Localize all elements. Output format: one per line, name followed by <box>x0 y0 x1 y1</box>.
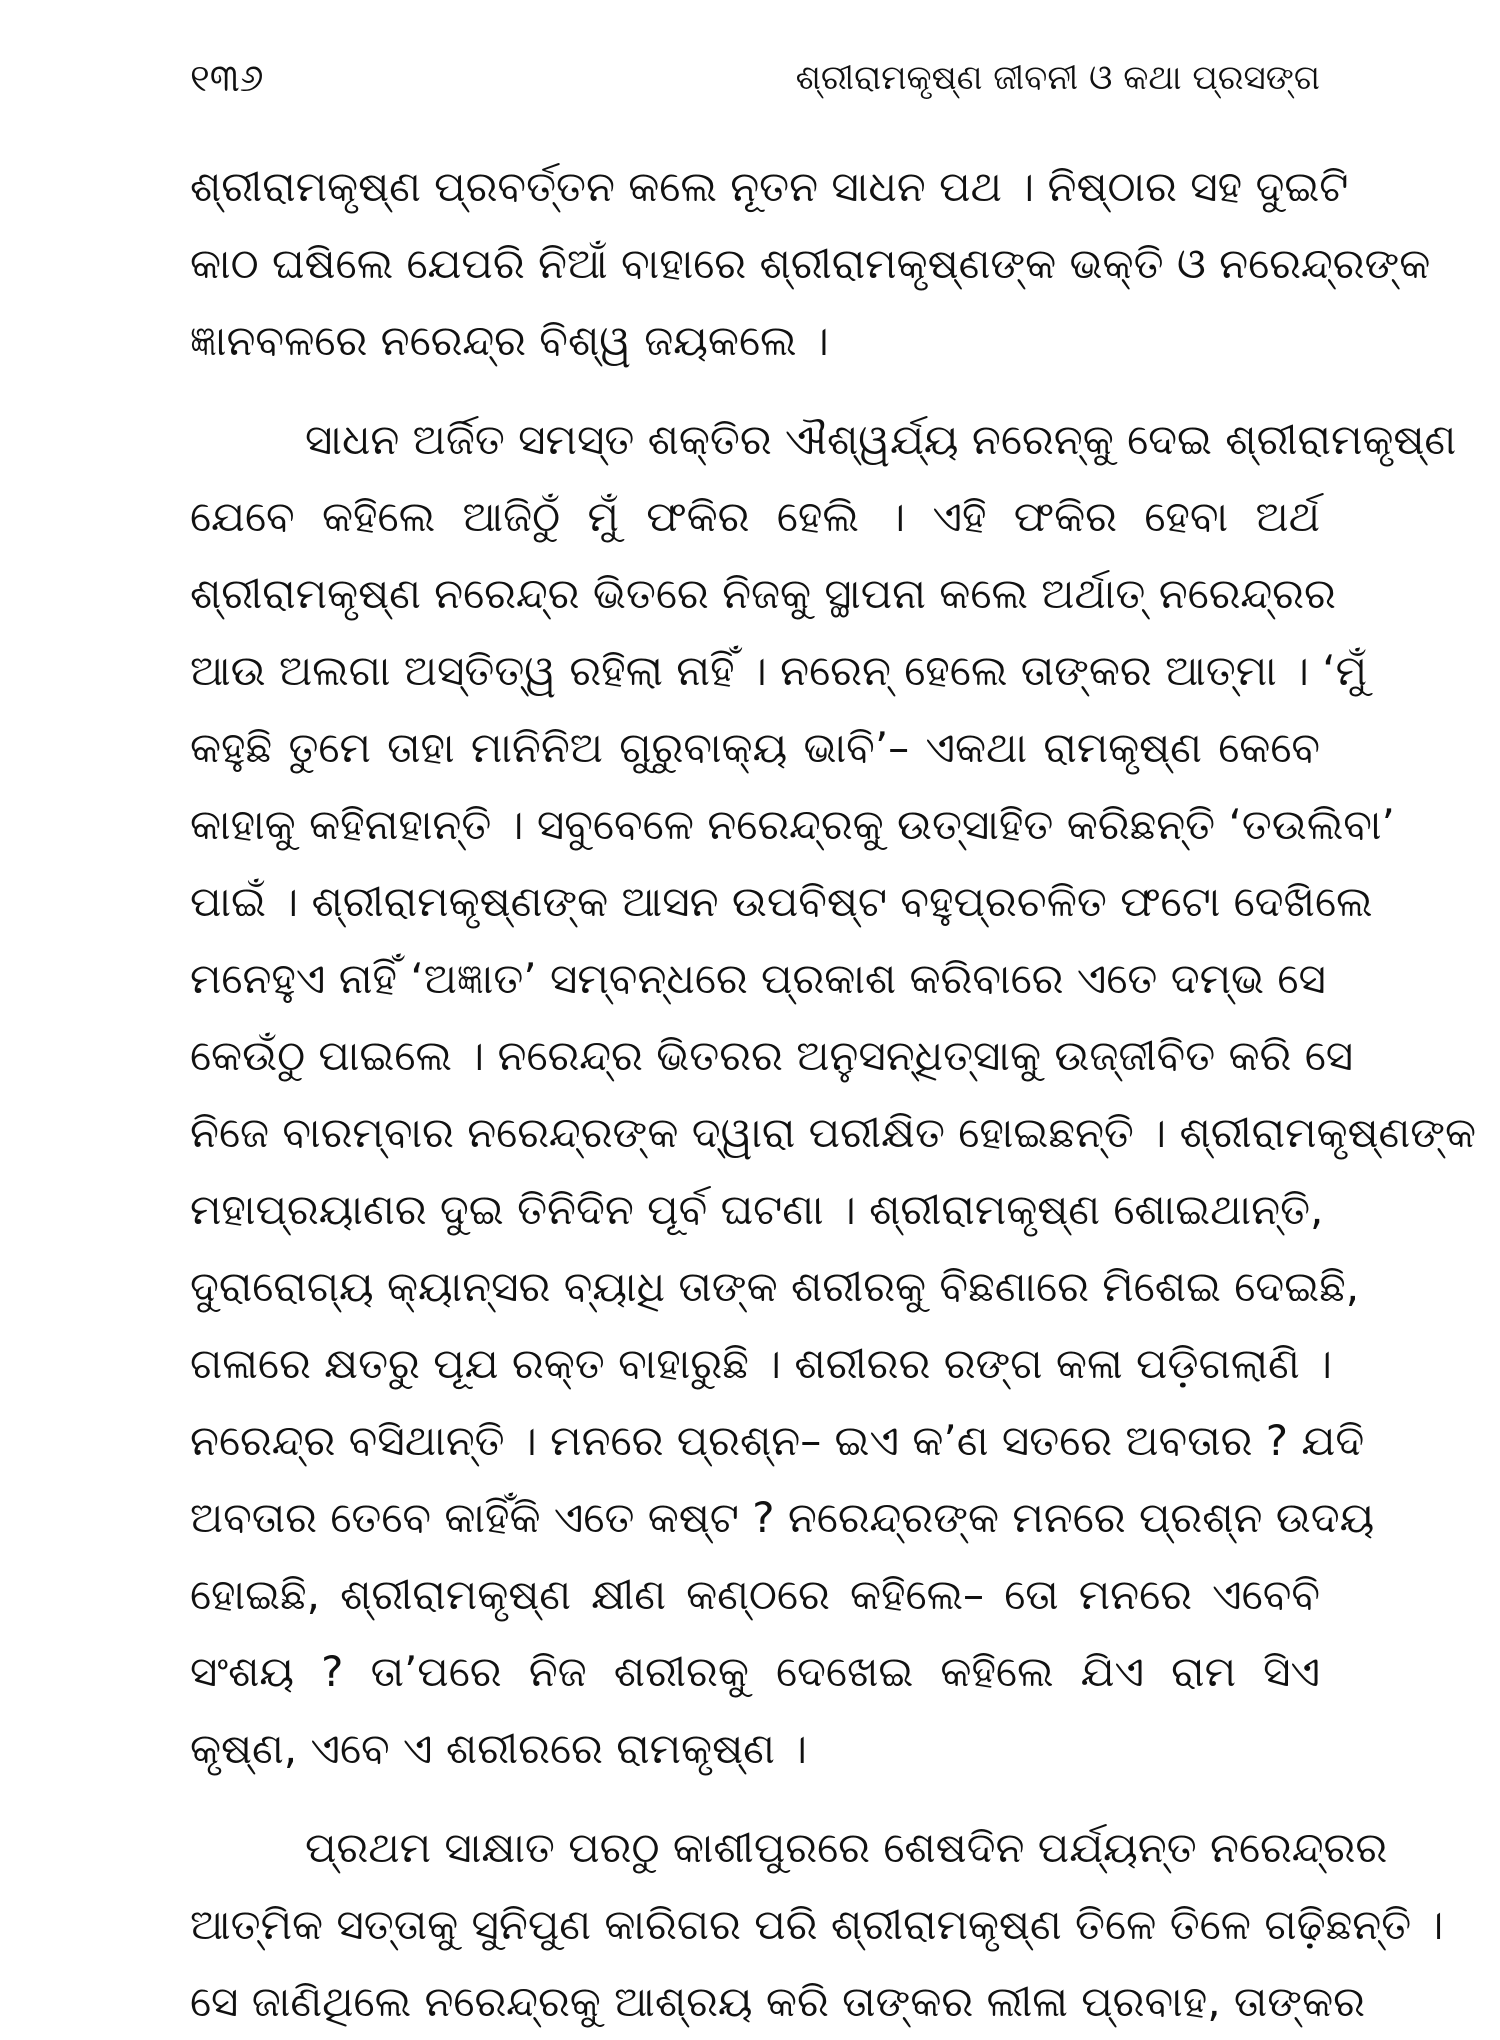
paragraph <box>190 148 1431 379</box>
running-title: ଶ୍ରୀରାମକୃଷ୍ଣ ଜୀବନୀ ଓ କଥା ପ୍ରସଙ୍ଗ <box>795 58 1320 98</box>
text-line: କାଠ ଘଷିଲେ ଯେପରି ନିଆଁ ବାହାରେ ଶ୍ରୀରାମକୃଷ୍ଣଙ୍କ ଭକ୍ତି ଓ ନରେନ୍ଦ୍ରଙ୍କ <box>190 239 1431 288</box>
text-line: ସାଧନ ଅର୍ଜିତ ସମସ୍ତ ଶକ୍ତିର ଐଶ୍ୱର୍ଯ୍ୟ ନରେନ୍‌କୁ ଦେଇ ଶ୍ରୀରାମକୃଷ୍ଣ <box>305 415 1457 464</box>
text-line: ଆତ୍ମିକ ସତ୍ତାକୁ ସୁନିପୁଣ କାରିଗର ପରି ଶ୍ରୀରାମକୃଷ୍ଣ ତିଳେ ତିଳେ ଗଢ଼ିଛନ୍ତି । <box>190 1900 1444 1949</box>
text-line: ଗଳାରେ କ୍ଷତରୁ ପୂଯ ରକ୍ତ ବାହାରୁଛି । ଶରୀରର ରଙ୍ଗ କଳା ପଡ଼ିଗଲାଣି । <box>190 1339 1333 1388</box>
page-header <box>190 48 1320 108</box>
page-number: ୧୩୬ <box>190 55 264 100</box>
text-line: ପାଇଁ । ଶ୍ରୀରାମକୃଷ୍ଣଙ୍କ ଆସନ ଉପବିଷ୍ଟ ବହୁପ୍ରଚଳିତ ଫଟୋ ଦେଖିଲେ <box>190 877 1373 926</box>
text-line: କୃଷ୍ଣ, ଏବେ ଏ ଶରୀରରେ ରାମକୃଷ୍ଣ । <box>190 1724 808 1773</box>
text-line: ନିଜେ ବାରମ୍ବାର ନରେନ୍ଦ୍ରଙ୍କ ଦ୍ୱାରା ପରୀକ୍ଷିତ ହୋଇଛନ୍ତି । ଶ୍ରୀରାମକୃଷ୍ଣଙ୍କ <box>190 1108 1477 1157</box>
text-line: ଆଉ ଅଲଗା ଅସ୍ତିତ୍ୱ ରହିଲା ନାହିଁ । ନରେନ୍ ହେଲେ ତାଙ୍କର ଆତ୍ମା । ‘ମୁଁ <box>190 646 1368 695</box>
text-line: ଶ୍ରୀରାମକୃଷ୍ଣ ପ୍ରବର୍ତ୍ତନ କଲେ ନୂତନ ସାଧନ ପଥ । ନିଷ୍ଠାର ସହ ଦୁଇଟି <box>190 162 1349 211</box>
paragraph <box>190 401 1477 1787</box>
text-line: ଜ୍ଞାନବଳରେ ନରେନ୍ଦ୍ର ବିଶ୍ୱ ଜୟକଲେ । <box>190 316 829 365</box>
text-line: ନରେନ୍ଦ୍ର ବସିଥାନ୍ତି । ମନରେ ପ୍ରଶ୍ନ– ଇଏ କ’ଣ ସତରେ ଅବତାର ? ଯଦି <box>190 1416 1365 1465</box>
text-line: ହୋଇଛି, ଶ୍ରୀରାମକୃଷ୍ଣ କ୍ଷୀଣ କଣ୍ଠରେ କହିଲେ– ତୋ ମନରେ ଏବେବି <box>190 1570 1320 1619</box>
text-line: ମହାପ୍ରୟାଣର ଦୁଇ ତିନିଦିନ ପୂର୍ବ ଘଟଣା । ଶ୍ରୀରାମକୃଷ୍ଣ ଶୋଇଥାନ୍ତି, <box>190 1185 1324 1234</box>
text-line: କହୁଛି ତୁମେ ତାହା ମାନିନିଅ ଗୁରୁବାକ୍ୟ ଭାବି’– ଏକଥା ରାମକୃଷ୍ଣ କେବେ <box>190 723 1320 772</box>
text-line: ମନେହୁଏ ନାହିଁ ‘ଅଜ୍ଞାତ’ ସମ୍ବନ୍ଧରେ ପ୍ରକାଶ କରିବାରେ ଏତେ ଦମ୍ଭ ସେ <box>190 954 1326 1003</box>
text-line: ସେ ଜାଣିଥିଲେ ନରେନ୍ଦ୍ରକୁ ଆଶ୍ରୟ କରି ତାଙ୍କର ଲୀଳା ପ୍ରବାହ, ତାଙ୍କର <box>190 1977 1365 2026</box>
text-line: ଶ୍ରୀରାମକୃଷ୍ଣ ନରେନ୍ଦ୍ର ଭିତରେ ନିଜକୁ ସ୍ଥାପନା କଲେ ଅର୍ଥାତ୍ ନରେନ୍ଦ୍ରର <box>190 569 1336 618</box>
paragraph <box>190 1809 1444 2040</box>
text-line: ଦୁରାରୋଗ୍ୟ କ୍ୟାନ୍‌ସର ବ୍ୟାଧି ତାଙ୍କ ଶରୀରକୁ ବିଛଣାରେ ମିଶେଇ ଦେଇଛି, <box>190 1262 1360 1311</box>
text-line: ପ୍ରଥମ ସାକ୍ଷାତ ପରଠୁ କାଶୀପୁରରେ ଶେଷଦିନ ପର୍ଯ୍ୟନ୍ତ ନରେନ୍ଦ୍ରର <box>305 1823 1388 1872</box>
text-line: ସଂଶୟ ? ତା’ପରେ ନିଜ ଶରୀରକୁ ଦେଖେଇ କହିଲେ ଯିଏ ରାମ ସିଏ <box>190 1647 1320 1696</box>
text-line: କାହାକୁ କହିନାହାନ୍ତି । ସବୁବେଳେ ନରେନ୍ଦ୍ରକୁ ଉତ୍ସାହିତ କରିଛନ୍ତି ‘ତଉଲିବା’ <box>190 800 1395 849</box>
text-line: ଅବତାର ତେବେ କାହିଁକି ଏତେ କଷ୍ଟ ? ନରେନ୍ଦ୍ରଙ୍କ ମନରେ ପ୍ରଶ୍ନ ଉଦୟ <box>190 1493 1375 1542</box>
body-text <box>190 148 1477 2040</box>
text-line: କେଉଁଠୁ ପାଇଲେ । ନରେନ୍ଦ୍ର ଭିତରର ଅନୁସନ୍ଧିତ୍ସାକୁ ଉଜ୍ଜୀବିତ କରି ସେ <box>190 1031 1354 1080</box>
text-line: ଯେବେ କହିଲେ ଆଜିଠୁଁ ମୁଁ ଫକିର ହେଲି । ଏହି ଫକିର ହେବା ଅର୍ଥ <box>190 492 1320 541</box>
